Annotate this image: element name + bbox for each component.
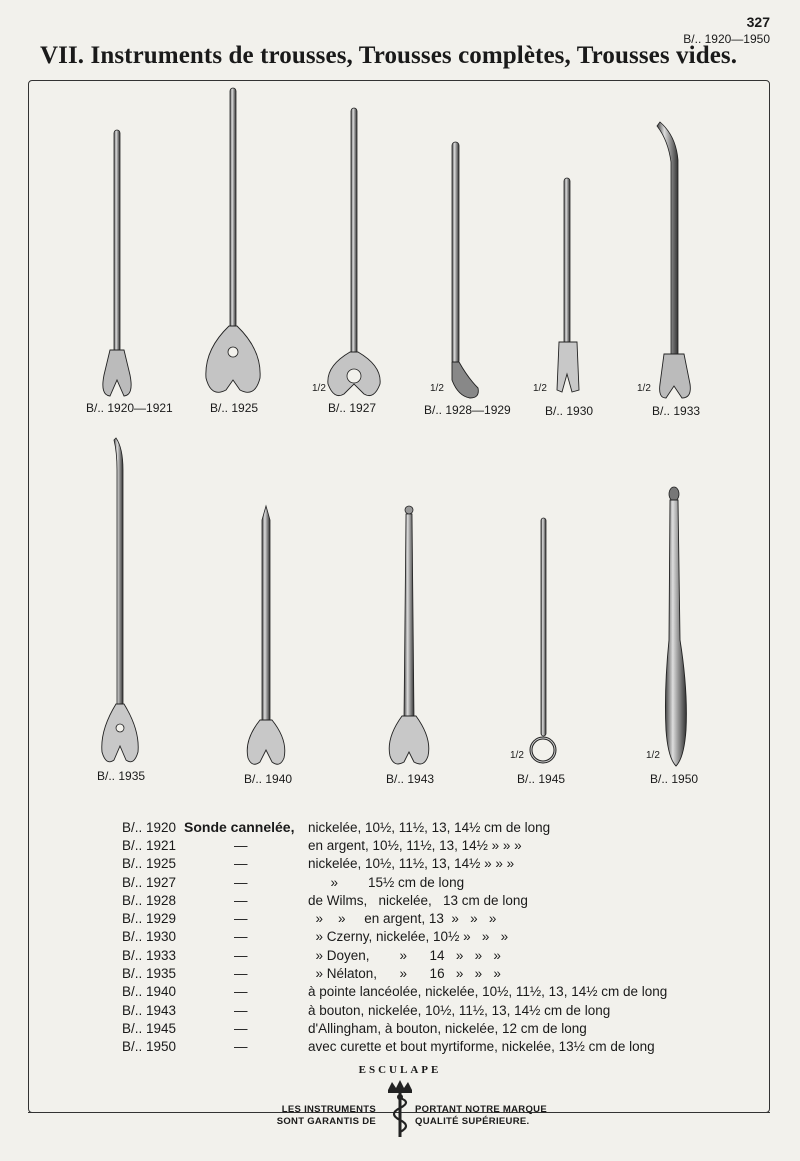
- probe-1943-illustration: [389, 506, 429, 764]
- instrument-label: B/.. 1940: [244, 772, 293, 786]
- scale-mark: 1/2: [637, 383, 651, 394]
- catalog-row: [122, 964, 742, 982]
- footer-right-line: PORTANT NOTRE MARQUE: [415, 1104, 547, 1115]
- scale-mark: 1/2: [430, 383, 444, 394]
- instrument-label: B/.. 1928—1929: [424, 403, 511, 417]
- catalog-name: —: [234, 1020, 248, 1036]
- catalog-ref: B/.. 1921: [122, 837, 177, 853]
- catalog-ref: B/.. 1945: [122, 1020, 177, 1036]
- instrument-label: B/.. 1920—1921: [86, 401, 173, 415]
- footer-left-line: SONT GARANTIS DE: [276, 1116, 376, 1127]
- catalog-name: —: [234, 892, 248, 908]
- catalog-ref: B/.. 1925: [122, 856, 177, 872]
- catalog-name: —: [234, 874, 248, 890]
- page-title: VII. Instruments de trousses, Trousses complètes, Trousses vides.: [40, 42, 738, 69]
- catalog-row: [122, 928, 742, 946]
- catalog-desc: de Wilms, nickelée, 13 cm de long: [308, 892, 528, 908]
- footer-left-line: LES INSTRUMENTS: [281, 1104, 376, 1115]
- footer-right-line: QUALITÉ SUPÉRIEURE.: [415, 1116, 530, 1127]
- probe-1933-illustration: [657, 122, 690, 398]
- catalog-name: —: [234, 929, 248, 945]
- catalog-row: [122, 909, 742, 927]
- brand-name: ESCULAPE: [358, 1064, 442, 1076]
- footer-rule: [540, 1112, 770, 1113]
- probe-1935-illustration: [102, 438, 138, 762]
- instrument-label: B/.. 1933: [652, 404, 701, 418]
- instrument-label: B/.. 1943: [386, 772, 435, 786]
- catalog-ref: B/.. 1929: [122, 911, 177, 927]
- footer-left-text: [268, 1104, 376, 1128]
- catalog-desc: » Nélaton, » 16 » » »: [308, 966, 501, 982]
- catalog-row: [122, 983, 742, 1001]
- catalog-name: —: [234, 984, 248, 1000]
- scale-mark: 1/2: [646, 750, 660, 761]
- scale-mark: 1/2: [312, 383, 326, 394]
- catalog-row: [122, 891, 742, 909]
- catalog-name: —: [234, 1002, 248, 1018]
- catalog-row: [122, 873, 742, 891]
- catalog-ref: B/.. 1940: [122, 984, 177, 1000]
- catalog-desc: avec curette et bout myrtiforme, nickelée, 13½ cm de long: [308, 1039, 655, 1055]
- instrument-label: B/.. 1950: [650, 772, 699, 786]
- instrument-label: B/.. 1927: [328, 401, 377, 415]
- instrument-label: B/.. 1935: [97, 769, 146, 783]
- catalog-name: —: [234, 856, 248, 872]
- instrument-label: B/.. 1930: [545, 404, 594, 418]
- catalog-desc: à bouton, nickelée, 10½, 11½, 13, 14½ cm de long: [308, 1002, 611, 1018]
- catalog-desc: d'Allingham, à bouton, nickelée, 12 cm de long: [308, 1020, 587, 1036]
- catalog-name: —: [234, 1039, 248, 1055]
- catalog-row: [122, 946, 742, 964]
- catalog-desc: nickelée, 10½, 11½, 13, 14½ cm de long: [308, 819, 551, 835]
- catalog-row: [122, 818, 742, 836]
- catalog-desc: en argent, 10½, 11½, 13, 14½ » » »: [308, 837, 522, 853]
- catalog-name: —: [234, 837, 248, 853]
- catalog-desc: » 15½ cm de long: [308, 874, 465, 890]
- catalog-list: [122, 818, 742, 1056]
- page-range: B/.. 1920—1950: [683, 32, 770, 46]
- probe-1928-illustration: [452, 142, 478, 398]
- catalog-desc: » Doyen, » 14 » » »: [308, 947, 501, 963]
- catalog-desc: » Czerny, nickelée, 10½ » » »: [308, 929, 509, 945]
- page-number: 327: [746, 14, 770, 30]
- probe-1945-illustration: [531, 518, 555, 762]
- catalog-row: [122, 1019, 742, 1037]
- catalog-desc: » » en argent, 13 » » »: [308, 911, 497, 927]
- catalog-desc: à pointe lancéolée, nickelée, 10½, 11½, 13, 14½ cm de long: [308, 984, 668, 1000]
- probe-1930-illustration: [557, 178, 579, 392]
- catalog-row: [122, 855, 742, 873]
- catalog-name: —: [234, 947, 248, 963]
- scale-mark: 1/2: [510, 750, 524, 761]
- catalog-ref: B/.. 1930: [122, 929, 177, 945]
- catalog-name: —: [234, 911, 248, 927]
- catalog-ref: B/.. 1928: [122, 892, 177, 908]
- probe-1925-illustration: [206, 88, 260, 392]
- catalog-row: [122, 1001, 742, 1019]
- instrument-label: B/.. 1945: [517, 772, 566, 786]
- catalog-ref: B/.. 1933: [122, 947, 177, 963]
- footer-rule: [28, 1112, 258, 1113]
- catalog-row: [122, 836, 742, 854]
- probe-1920-illustration: [103, 130, 131, 396]
- catalog-ref: B/.. 1920: [122, 819, 177, 835]
- probe-1927-illustration: [328, 108, 380, 396]
- catalog-ref: B/.. 1935: [122, 966, 177, 982]
- probe-1950-illustration: [665, 487, 686, 766]
- catalog-ref: B/.. 1927: [122, 874, 177, 890]
- catalog-row: [122, 1038, 742, 1056]
- catalog-ref: B/.. 1950: [122, 1039, 177, 1055]
- probe-1940-illustration: [247, 506, 285, 764]
- footer: [0, 1060, 800, 1140]
- catalog-desc: nickelée, 10½, 11½, 13, 14½ » » »: [308, 856, 515, 872]
- scale-mark: 1/2: [533, 383, 547, 394]
- catalog-name: —: [234, 966, 248, 982]
- footer-right-text: [415, 1104, 555, 1128]
- catalog-ref: B/.. 1943: [122, 1002, 177, 1018]
- catalog-name: Sonde cannelée,: [184, 819, 295, 836]
- instrument-label: B/.. 1925: [210, 401, 259, 415]
